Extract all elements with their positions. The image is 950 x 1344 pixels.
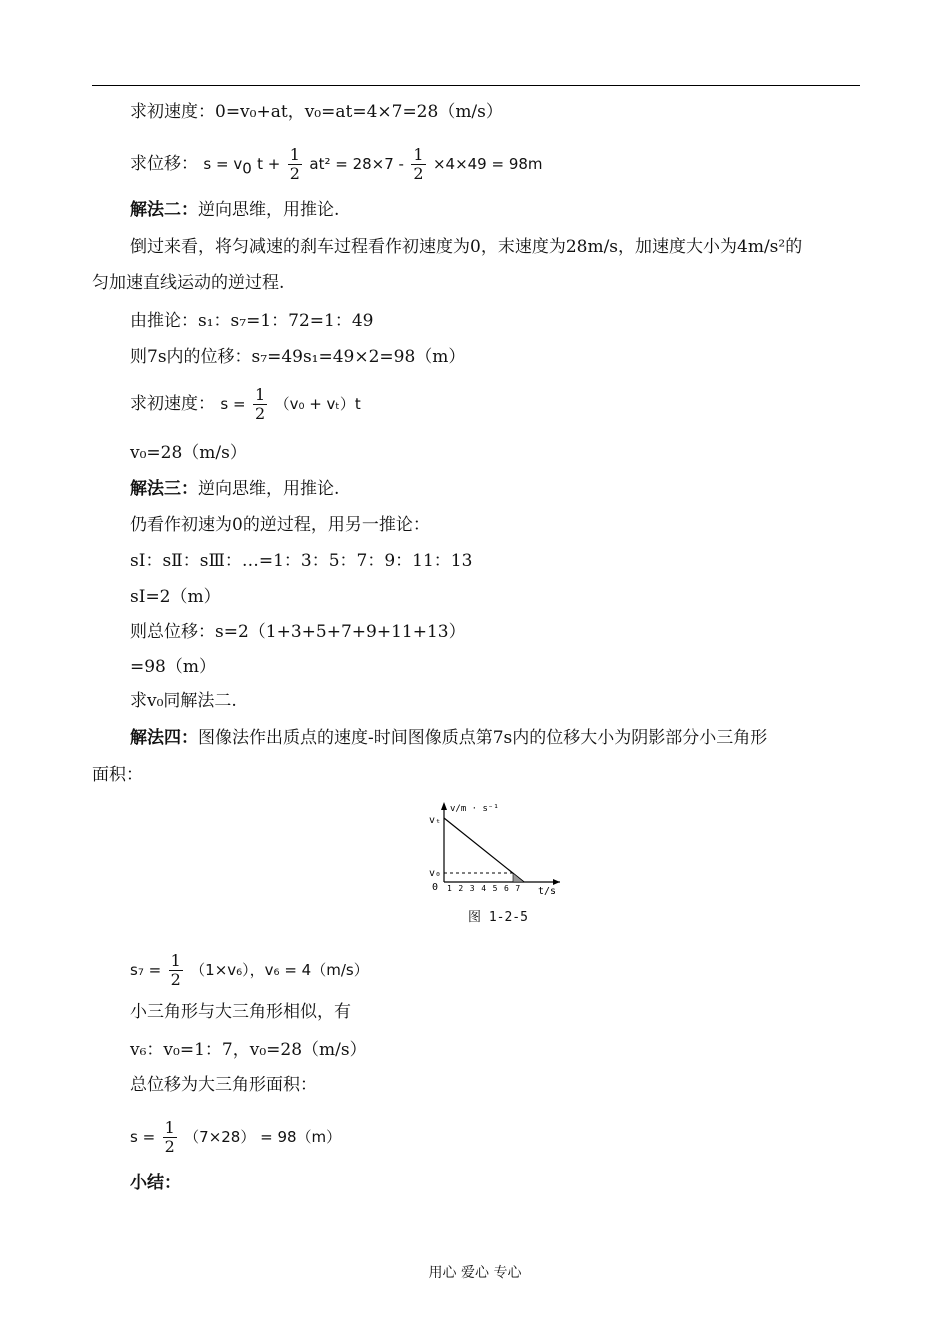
text-line: 总位移为大三角形面积：: [130, 1075, 317, 1095]
equation-velocity: [130, 386, 361, 423]
equation-part: at² = 28×7 -: [309, 155, 404, 173]
equation-label: 求位移：: [130, 154, 198, 174]
text-line: v₆：v₀=1：7，v₀=28（m/s）: [130, 1040, 367, 1060]
equation-part: t +: [257, 155, 281, 173]
paragraph-line: 倒过来看，将匀减速的刹车过程看作初速度为0，末速度为28m/s，加速度大小为4m/s²的: [130, 237, 803, 257]
method-text: 逆向思维，用推论.: [198, 479, 340, 499]
fraction: $\frac{1}{2}$: [164, 1118, 175, 1156]
text-line: =98（m）: [130, 657, 216, 677]
text-line: 由推论：s₁：s₇=1：72=1：49: [130, 311, 374, 331]
shaded-triangle: [513, 873, 524, 882]
equation-label: 求初速度：: [130, 394, 215, 414]
equation-part: ×4×49 = 98m: [432, 155, 543, 173]
fraction: $\frac{1}{2}$: [413, 145, 424, 183]
equation-part: （1×v₆），v₆ = 4（m/s）: [190, 961, 369, 979]
equation-part: s = v: [203, 155, 243, 173]
method-title: 解法四：: [130, 728, 198, 748]
text-line: 仍看作初速为0的逆过程，用另一推论：: [130, 515, 430, 535]
x-axis-label: t/s: [538, 886, 557, 897]
paragraph-line: 面积：: [92, 765, 143, 785]
fraction: $\frac{1}{2}$: [254, 385, 266, 423]
text-line: sⅠ=2（m）: [130, 587, 221, 607]
header-rule: [92, 85, 860, 86]
equation-part: s =: [220, 395, 246, 413]
method-heading: [130, 199, 339, 221]
equation-part: s =: [130, 1128, 156, 1146]
page-footer: 用心 爱心 专心: [428, 1265, 522, 1281]
paragraph-line: 匀加速直线运动的逆过程.: [92, 273, 285, 293]
method-heading: [130, 727, 767, 749]
v0-label: v₀: [429, 868, 442, 879]
equation-total: [130, 1119, 341, 1156]
x-tick-label: 1: [447, 884, 452, 893]
vt-label: vₜ: [429, 815, 442, 826]
x-axis-arrow: [553, 879, 560, 885]
equation-part: （7×28） = 98（m）: [184, 1128, 342, 1146]
x-tick-label: 3: [469, 884, 475, 893]
method-text: 图像法作出质点的速度-时间图像质点第7s内的位移大小为阴影部分小三角形: [198, 728, 768, 748]
text-line: 则总位移：s=2（1+3+5+7+9+11+13）: [130, 622, 466, 642]
text-line: 求初速度：0=v₀+at，v₀=at=4×7=28（m/s）: [130, 102, 503, 122]
text-line: 则7s内的位移：s₇=49s₁=49×2=98（m）: [130, 347, 466, 367]
y-axis-arrow: [441, 802, 447, 810]
method-heading: [130, 478, 339, 500]
summary-heading: 小结：: [130, 1173, 181, 1193]
method-title: 解法三：: [130, 479, 198, 499]
text-line: 求v₀同解法二.: [130, 691, 237, 711]
text-line: sⅠ：sⅡ：sⅢ：…=1：3：5：7：9：11：13: [130, 551, 473, 571]
method-text: 逆向思维，用推论.: [198, 200, 340, 220]
x-tick-label: 4: [481, 884, 487, 893]
x-tick-label: 7: [515, 884, 521, 893]
fraction: $\frac{1}{2}$: [170, 951, 181, 989]
x-tick-label: 5: [492, 884, 498, 893]
equation-displacement: 求位移： $s = v_0$ t + $\frac{1}{2}$ at² = 28×7 - $\frac{1}{2}$ ×4×49 = 98m: [130, 145, 543, 183]
equation-s7: [130, 952, 369, 989]
origin-label: 0: [432, 882, 439, 893]
method-title: 解法二：: [130, 200, 198, 220]
figure-caption: 图 1-2-5: [468, 910, 528, 925]
text-line: 小三角形与大三角形相似，有: [130, 1002, 351, 1022]
x-tick-label: 6: [504, 884, 509, 893]
y-axis-label: v/m · s⁻¹: [450, 804, 499, 814]
velocity-line: [444, 818, 524, 882]
text-line: v₀=28（m/s）: [130, 443, 247, 463]
fraction: $\frac{1}{2}$: [289, 145, 300, 183]
x-tick-label: 2: [458, 884, 464, 893]
equation-part: s₇ =: [130, 961, 162, 979]
equation-part: （v₀ + vₜ）t: [274, 395, 361, 413]
